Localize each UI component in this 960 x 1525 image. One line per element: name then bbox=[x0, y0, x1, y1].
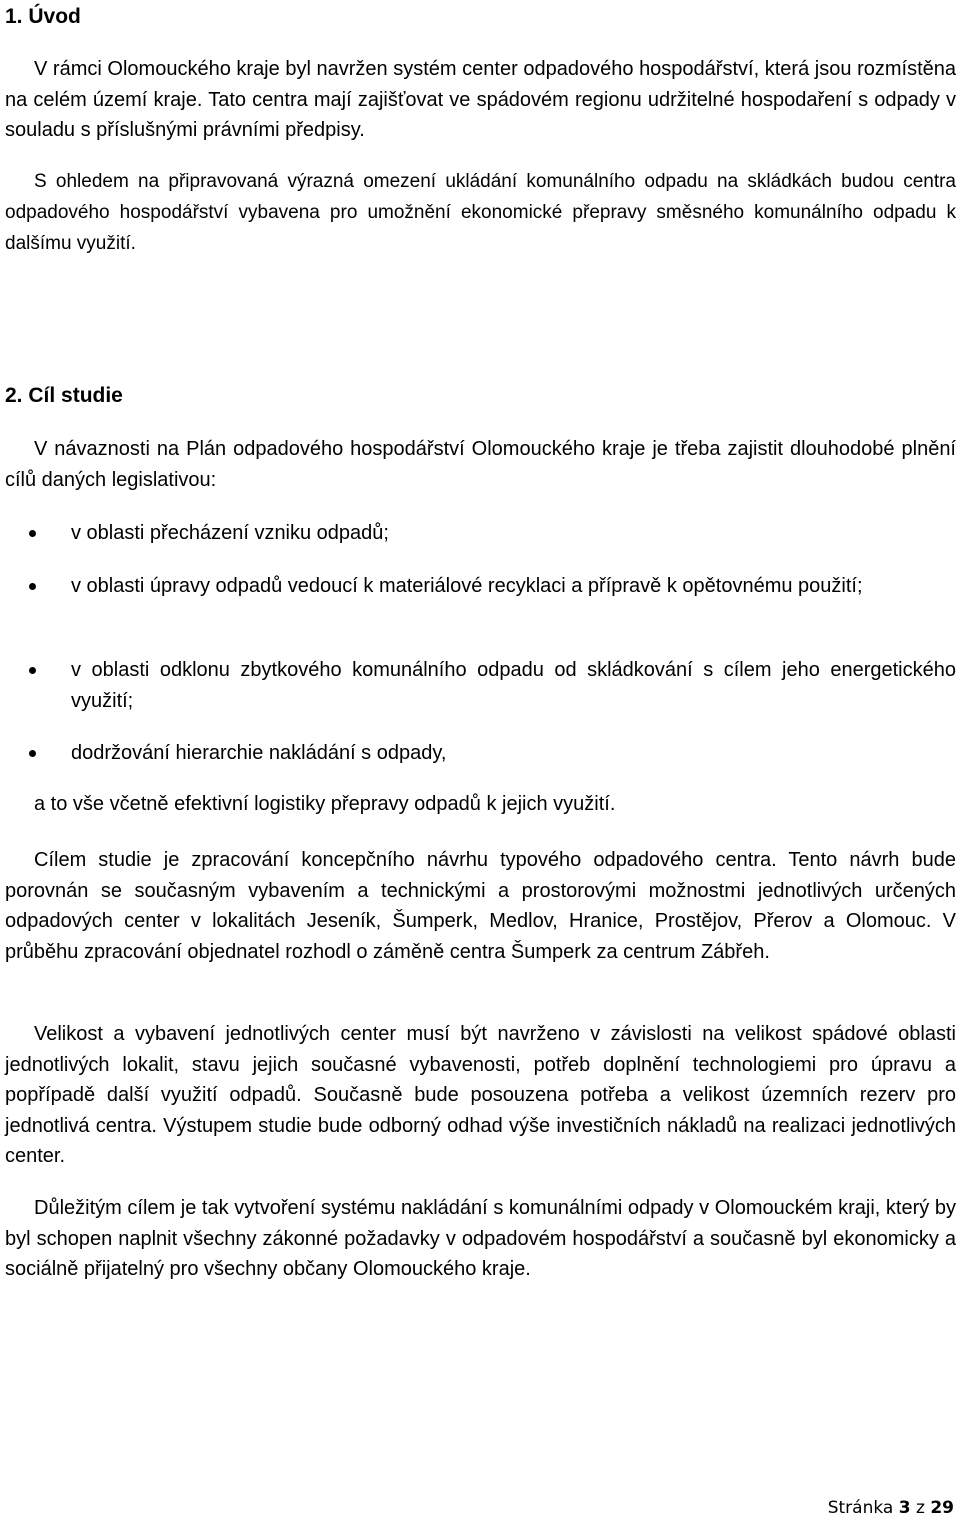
page-separator: z bbox=[915, 1498, 925, 1518]
paragraph-important-goal: Důležitým cílem je tak vytvoření systému nakládání s komunálními odpady v Olomouckém kraji, který by byl schopen naplnit všechny zákonné požadavky v odpadovém hospodářství a současně byl ekonomicky a sociálně přijatelný pro všechny občany Olomouckého kraje. bbox=[5, 1197, 956, 1281]
list-item-text: v oblasti odklonu zbytkového komunálního odpadu od skládkování s cílem jeho energetického využití; bbox=[71, 659, 956, 712]
paragraph-center-size: Velikost a vybavení jednotlivých center musí být navrženo v závislosti na velikost spádové oblasti jednotlivých lokalit, stavu jejich současné vybavenosti, potřeb doplnění technologiemi pro úpravu a popřípadě další využití odpadů. Současně bude posouzena potřeba a velikost územních rezerv pro jednotlivá centra. Výstupem studie bude odborný odhad výše investičních nákladů na realizaci jednotlivých center. bbox=[5, 1023, 956, 1168]
page-number bbox=[828, 1496, 954, 1520]
bullet-icon bbox=[29, 583, 36, 590]
bullet-icon bbox=[29, 667, 36, 674]
list-item-text: v oblasti přecházení vzniku odpadů; bbox=[71, 522, 389, 544]
list-item bbox=[71, 571, 956, 602]
total-pages: 29 bbox=[930, 1498, 954, 1518]
paragraph-intro: V rámci Olomouckého kraje byl navržen systém center odpadového hospodářství, která jsou rozmístěna na celém území kraje. Tato centra mají zajišťovat ve spádovém regionu udržitelné hospodaření s odpady v souladu s příslušnými právními předpisy. bbox=[5, 58, 956, 142]
section-heading-cil-studie: 2. Cíl studie bbox=[5, 384, 123, 407]
paragraph-landfill-restrictions: S ohledem na připravovaná výrazná omezení ukládání komunálního odpadu na skládkách budou centra odpadového hospodářství vybavena pro umožnění ekonomické přepravy směsného komunálního odpadu k dalšímu využití. bbox=[5, 171, 956, 254]
page-label: Stránka bbox=[827, 1498, 894, 1518]
list-item bbox=[71, 738, 956, 769]
paragraph-study-goal: Cílem studie je zpracování koncepčního návrhu typového odpadového centra. Tento návrh bude porovnán se současným vybavením a technickými a prostorovými možnostmi jednotlivých určených odpadových center v lokalitách Jeseník, Šumperk, Medlov, Hranice, Prostějov, Přerov a Olomouc. V průběhu zpracování objednatel rozhodl o záměně centra Šumperk za centrum Zábřeh. bbox=[5, 849, 956, 963]
bullet-icon bbox=[29, 530, 36, 537]
current-page: 3 bbox=[898, 1498, 911, 1518]
paragraph-plan-intro: V návaznosti na Plán odpadového hospodářství Olomouckého kraje je třeba zajistit dlouhodobé plnění cílů daných legislativou: bbox=[5, 438, 956, 491]
list-item-text: dodržování hierarchie nakládání s odpady, bbox=[71, 742, 447, 764]
section-heading-uvod: 1. Úvod bbox=[5, 5, 81, 28]
list-item-text: v oblasti úpravy odpadů vedoucí k materiálové recyklaci a přípravě k opětovnému použití; bbox=[71, 575, 863, 597]
list-item bbox=[71, 518, 956, 549]
bullet-icon bbox=[29, 750, 36, 757]
paragraph-logistics: a to vše včetně efektivní logistiky přepravy odpadů k jejich využití. bbox=[34, 793, 616, 815]
list-item bbox=[71, 655, 956, 717]
